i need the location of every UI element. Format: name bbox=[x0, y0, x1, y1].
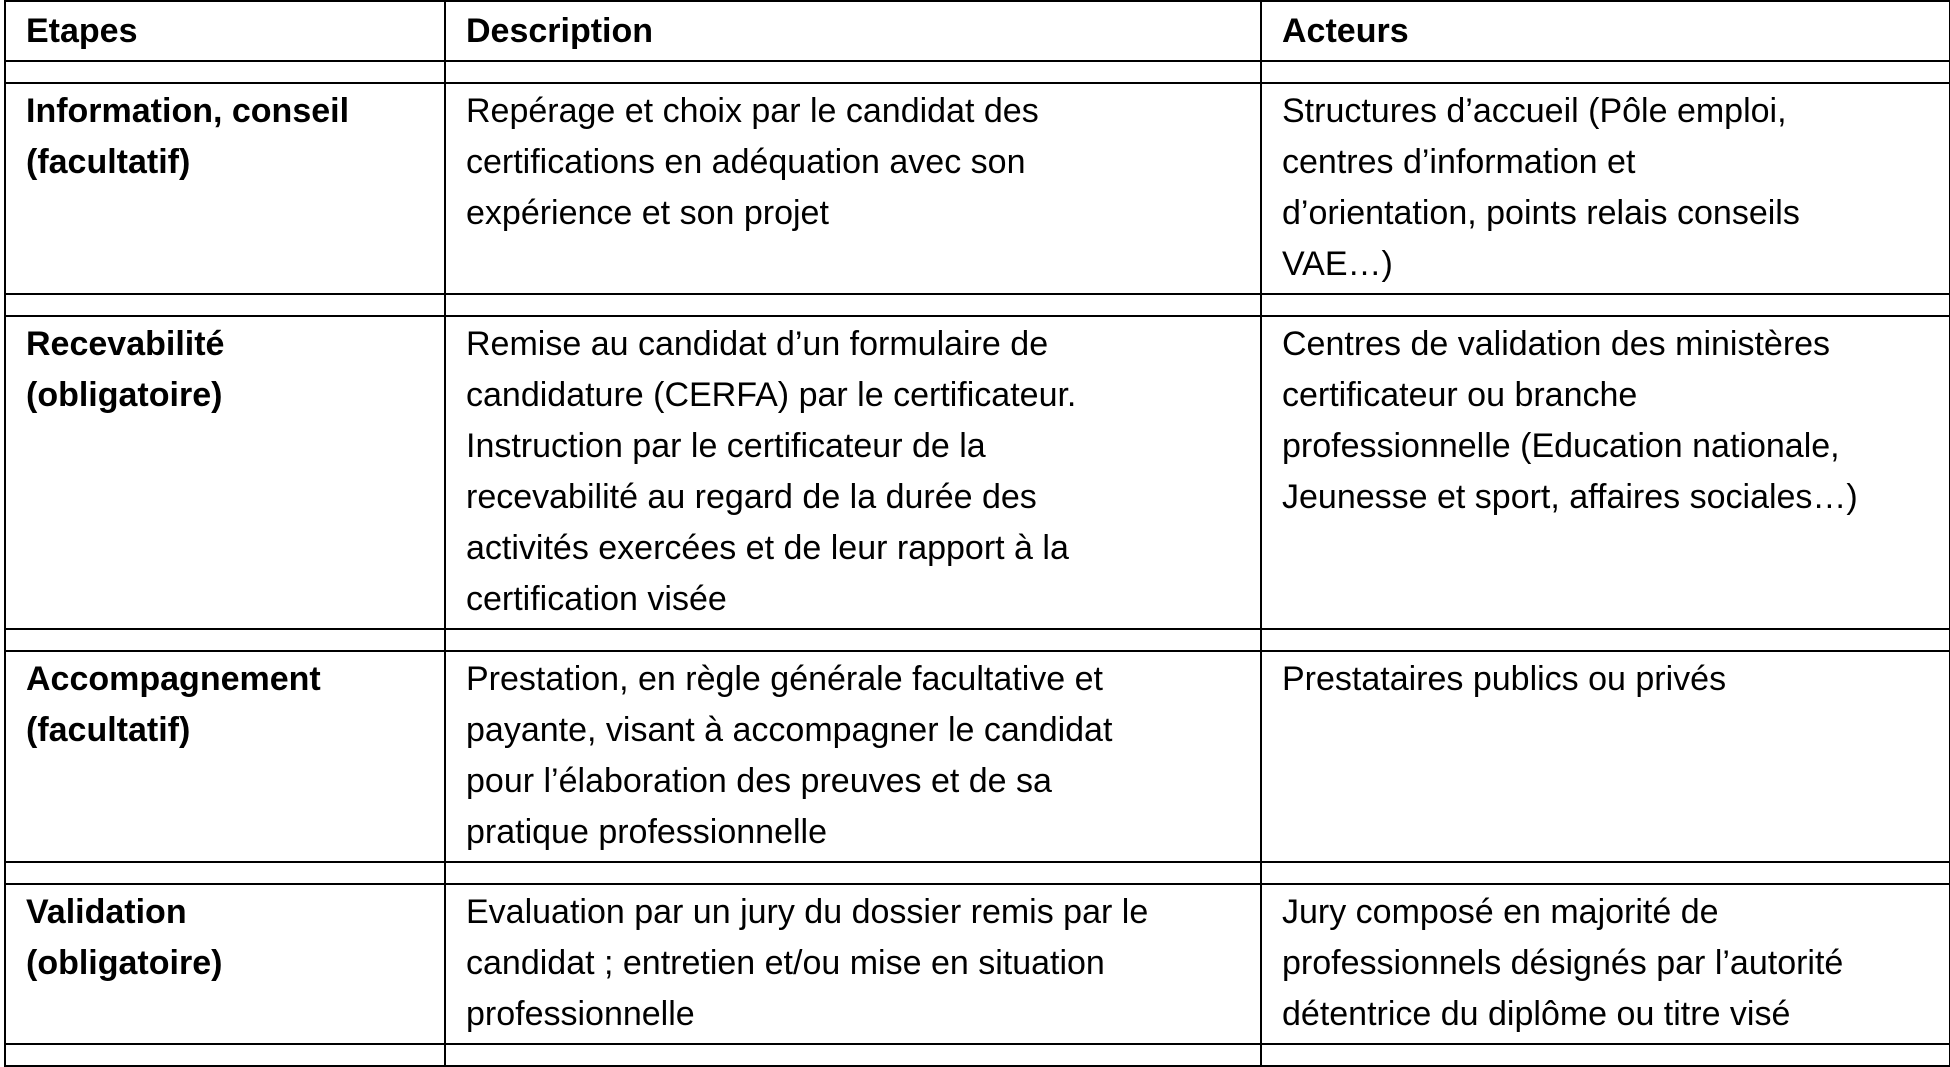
vae-steps-table bbox=[4, 0, 1950, 1067]
description-cell bbox=[445, 316, 1261, 629]
acteurs-line: Structures d’accueil (Pôle emploi, bbox=[1282, 92, 1787, 130]
etape-cell bbox=[5, 83, 445, 294]
spacer-cell bbox=[1261, 1044, 1950, 1066]
spacer-cell bbox=[5, 1044, 445, 1066]
spacer-cell bbox=[5, 862, 445, 884]
description-cell bbox=[445, 651, 1261, 862]
description-line: payante, visant à accompagner le candidat bbox=[466, 711, 1113, 749]
spacer-row bbox=[5, 61, 1950, 83]
description-line: Evaluation par un jury du dossier remis par le bbox=[466, 893, 1149, 931]
acteurs-line: Jury composé en majorité de bbox=[1282, 893, 1719, 931]
description-line: Repérage et choix par le candidat des bbox=[466, 92, 1039, 130]
acteurs-line: Centres de validation des ministères bbox=[1282, 325, 1831, 363]
spacer-cell bbox=[5, 294, 445, 316]
spacer-cell bbox=[445, 294, 1261, 316]
description-cell bbox=[445, 884, 1261, 1044]
description-line: certifications en adéquation avec son bbox=[466, 143, 1026, 181]
spacer-cell bbox=[5, 61, 445, 83]
description-line: expérience et son projet bbox=[466, 194, 829, 232]
spacer-cell bbox=[445, 629, 1261, 651]
etape-name: Recevabilité bbox=[26, 325, 225, 363]
vae-steps-table-wrapper bbox=[4, 0, 1950, 1067]
etape-name: Accompagnement bbox=[26, 660, 321, 698]
description-line: certification visée bbox=[466, 580, 727, 618]
description-line: activités exercées et de leur rapport à la bbox=[466, 529, 1069, 567]
spacer-cell bbox=[1261, 862, 1950, 884]
table-row-information bbox=[5, 83, 1950, 294]
acteurs-line: détentrice du diplôme ou titre visé bbox=[1282, 995, 1791, 1033]
description-cell bbox=[445, 83, 1261, 294]
etape-cell bbox=[5, 316, 445, 629]
description-line: pratique professionnelle bbox=[466, 813, 828, 851]
etape-cell bbox=[5, 651, 445, 862]
header-acteurs: Acteurs bbox=[1261, 1, 1950, 61]
etape-status: (obligatoire) bbox=[26, 944, 223, 982]
acteurs-cell bbox=[1261, 316, 1950, 629]
table-row-validation bbox=[5, 884, 1950, 1044]
header-description: Description bbox=[445, 1, 1261, 61]
description-line: candidature (CERFA) par le certificateur. bbox=[466, 376, 1077, 414]
spacer-cell bbox=[445, 1044, 1261, 1066]
acteurs-line: professionnelle (Education nationale, bbox=[1282, 427, 1840, 465]
etape-name: Validation bbox=[26, 893, 187, 931]
description-line: Prestation, en règle générale facultative et bbox=[466, 660, 1103, 698]
spacer-row bbox=[5, 862, 1950, 884]
spacer-cell bbox=[5, 629, 445, 651]
spacer-cell bbox=[445, 862, 1261, 884]
spacer-cell bbox=[1261, 629, 1950, 651]
spacer-cell bbox=[1261, 61, 1950, 83]
header-etapes: Etapes bbox=[5, 1, 445, 61]
spacer-row bbox=[5, 629, 1950, 651]
acteurs-line: professionnels désignés par l’autorité bbox=[1282, 944, 1844, 982]
description-line: professionnelle bbox=[466, 995, 695, 1033]
acteurs-cell bbox=[1261, 651, 1950, 862]
header-row bbox=[5, 1, 1950, 61]
description-line: candidat ; entretien et/ou mise en situation bbox=[466, 944, 1105, 982]
description-line: recevabilité au regard de la durée des bbox=[466, 478, 1037, 516]
acteurs-cell bbox=[1261, 884, 1950, 1044]
acteurs-line: d’orientation, points relais conseils bbox=[1282, 194, 1800, 232]
spacer-row bbox=[5, 294, 1950, 316]
spacer-cell bbox=[1261, 294, 1950, 316]
table-row-recevabilite bbox=[5, 316, 1950, 629]
etape-cell bbox=[5, 884, 445, 1044]
acteurs-line: Jeunesse et sport, affaires sociales…) bbox=[1282, 478, 1858, 516]
etape-status: (facultatif) bbox=[26, 143, 191, 181]
acteurs-line: Prestataires publics ou privés bbox=[1282, 660, 1727, 698]
description-line: pour l’élaboration des preuves et de sa bbox=[466, 762, 1052, 800]
etape-name: Information, conseil bbox=[26, 92, 350, 130]
acteurs-cell bbox=[1261, 83, 1950, 294]
description-line: Instruction par le certificateur de la bbox=[466, 427, 986, 465]
table-row-accompagnement bbox=[5, 651, 1950, 862]
acteurs-line: centres d’information et bbox=[1282, 143, 1636, 181]
acteurs-line: VAE…) bbox=[1282, 245, 1393, 283]
description-line: Remise au candidat d’un formulaire de bbox=[466, 325, 1049, 363]
acteurs-line: certificateur ou branche bbox=[1282, 376, 1638, 414]
spacer-row bbox=[5, 1044, 1950, 1066]
spacer-cell bbox=[445, 61, 1261, 83]
etape-status: (facultatif) bbox=[26, 711, 191, 749]
etape-status: (obligatoire) bbox=[26, 376, 223, 414]
